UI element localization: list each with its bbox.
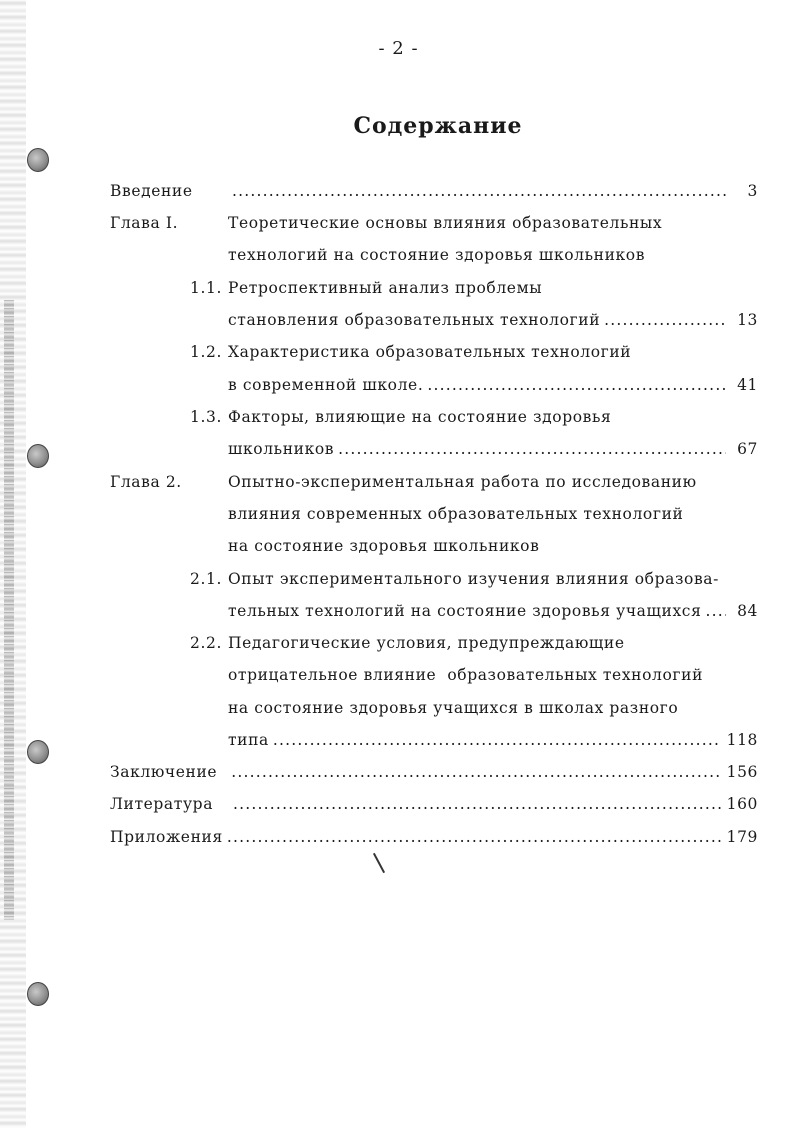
toc-leader [228, 602, 758, 626]
toc-page-number: 179 [726, 828, 758, 846]
toc-chapter-1[interactable] [110, 214, 758, 238]
toc-section-title: школьников [228, 440, 338, 458]
toc-section-title: в современной школе. [228, 376, 427, 394]
punch-hole [27, 148, 49, 172]
toc-leader [228, 731, 758, 755]
toc-section-1-1-cont [110, 311, 758, 335]
punch-hole [27, 740, 49, 764]
toc-section-2-2-cont [110, 731, 758, 755]
toc-section-number: 2.2. [190, 634, 222, 652]
toc-leader [228, 440, 758, 464]
toc-leader [110, 795, 758, 819]
toc-chapter-title: Опытно-экспериментальная работа по исследованию [228, 473, 697, 491]
toc-page-number: 118 [726, 731, 758, 749]
toc-entry-intro[interactable] [110, 182, 758, 206]
toc-leader [110, 828, 758, 852]
punch-hole [27, 982, 49, 1006]
toc-section-number: 2.1. [190, 570, 222, 588]
punch-hole [27, 444, 49, 468]
toc-chapter-2-cont [110, 505, 758, 529]
toc-section-1-2[interactable] [110, 343, 758, 367]
toc-entry-appendices[interactable] [110, 828, 758, 852]
toc-section-2-1[interactable] [110, 570, 758, 594]
toc-section-number: 1.1. [190, 279, 222, 297]
toc-chapter-title: влияния современных образовательных технологий [228, 505, 684, 523]
toc-leader [228, 311, 758, 335]
toc-section-title: типа [228, 731, 273, 749]
toc-entry-label: Заключение [110, 763, 231, 781]
toc-section-number: 1.3. [190, 408, 222, 426]
toc-entry-label: Литература [110, 795, 233, 813]
toc-page-number: 41 [737, 376, 758, 394]
toc-section-title: Педагогические условия, предупреждающие [228, 634, 625, 652]
toc-leader [228, 376, 758, 400]
toc-leader [232, 182, 758, 206]
toc-entry-conclusion[interactable] [110, 763, 758, 787]
dot-leader [604, 311, 726, 329]
binding-edge-strip [4, 300, 14, 920]
toc-section-title: становления образовательных технологий [228, 311, 604, 329]
toc-chapter-2[interactable] [110, 473, 758, 497]
toc-entry-label: Приложения [110, 828, 227, 846]
toc-page-number: 13 [737, 311, 758, 329]
toc-section-2-2-cont [110, 699, 758, 723]
toc-section-1-3-cont [110, 440, 758, 464]
toc-page-number: 67 [737, 440, 758, 458]
dot-leader [338, 440, 726, 458]
toc-chapter-title: Теоретические основы влияния образовательных [228, 214, 663, 232]
toc-section-number: 1.2. [190, 343, 222, 361]
toc-chapter-label: Глава 2. [110, 473, 182, 491]
dot-leader [233, 795, 721, 813]
toc-section-2-1-cont [110, 602, 758, 626]
toc-chapter-2-cont [110, 537, 758, 561]
toc-section-title: Ретроспективный анализ проблемы [228, 279, 543, 297]
page-number: - 2 - [378, 38, 419, 59]
toc-section-2-2-cont [110, 666, 758, 690]
toc-section-1-3[interactable] [110, 408, 758, 432]
pen-mark [373, 853, 385, 873]
dot-leader [273, 731, 721, 749]
dot-leader [427, 376, 726, 394]
toc-chapter-1-cont [110, 246, 758, 270]
toc-chapter-title: на состояние здоровья школьников [228, 537, 540, 555]
page-title: Содержание [353, 113, 523, 139]
dot-leader [705, 602, 726, 620]
toc-entry-label: Введение [110, 182, 193, 200]
toc-chapter-label: Глава I. [110, 214, 179, 232]
toc-page-number: 160 [726, 795, 758, 813]
toc-page-number: 84 [737, 602, 758, 620]
dot-leader [227, 828, 721, 846]
toc-leader [110, 763, 758, 787]
toc-page-number: 3 [747, 182, 758, 200]
dot-leader [232, 182, 726, 200]
toc-section-title: на состояние здоровья учащихся в школах разного [228, 699, 679, 717]
toc-section-1-1[interactable] [110, 279, 758, 303]
toc-section-1-2-cont [110, 376, 758, 400]
toc-section-title: Опыт экспериментального изучения влияния образова- [228, 570, 719, 588]
toc-page-number: 156 [726, 763, 758, 781]
dot-leader [231, 763, 720, 781]
toc-section-title: отрицательное влияние образовательных технологий [228, 666, 703, 684]
toc-entry-literature[interactable] [110, 795, 758, 819]
toc-section-2-2[interactable] [110, 634, 758, 658]
toc-chapter-title: технологий на состояние здоровья школьников [228, 246, 646, 264]
toc-section-title: Характеристика образовательных технологий [228, 343, 632, 361]
toc-section-title: Факторы, влияющие на состояние здоровья [228, 408, 612, 426]
toc-section-title: тельных технологий на состояние здоровья учащихся [228, 602, 705, 620]
